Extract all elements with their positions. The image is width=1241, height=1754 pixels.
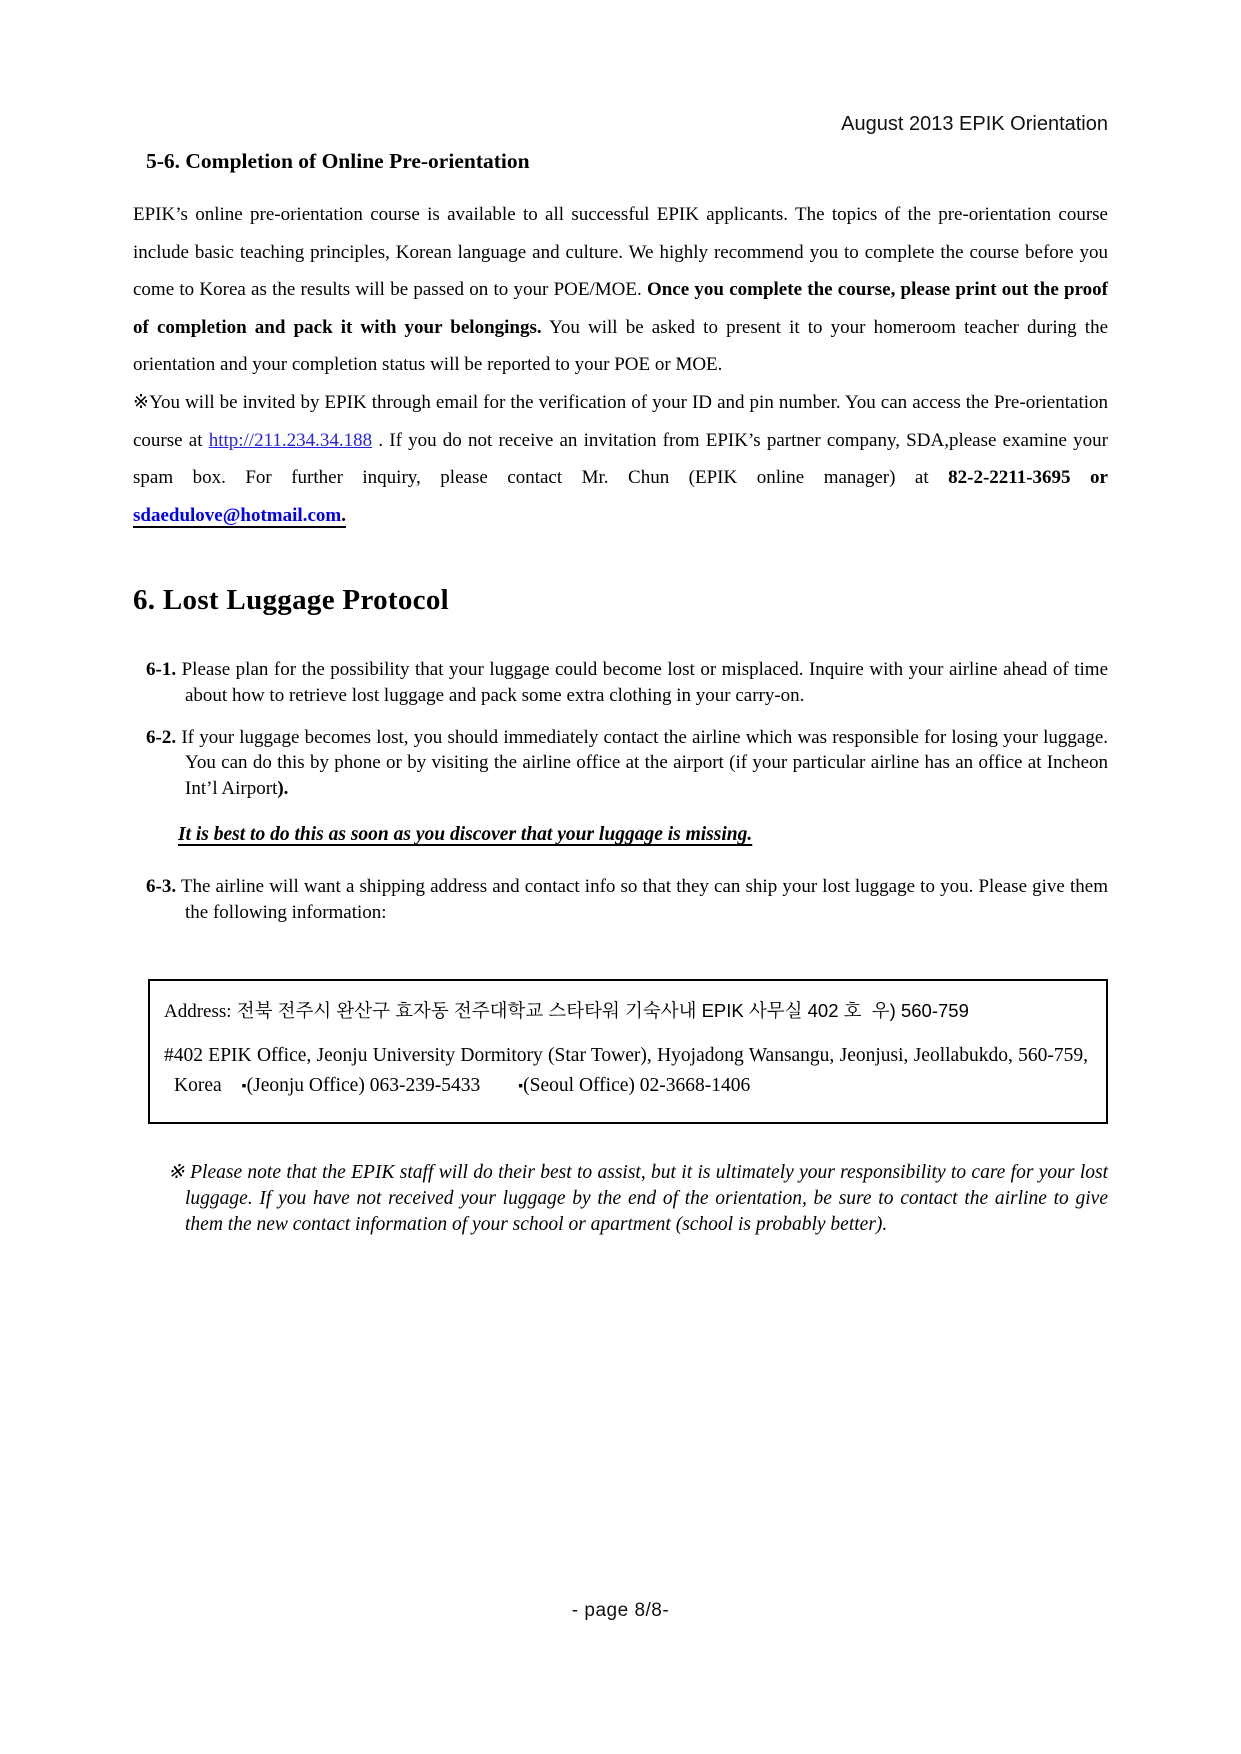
- email-link[interactable]: sdaedulove@hotmail.com: [133, 504, 342, 526]
- list-item-6-2: [133, 725, 1108, 802]
- item-text: If your luggage becomes lost, you should immediately contact the airline which was responsible for losing your luggage. You can do this by phone or by visiting the airline office at the airport (if your particular airline has an office at Incheon Int’l Airport: [181, 726, 1108, 800]
- para-bold-text: Once you complete the course, please print out the proof of completion and pack it with your belongings.: [133, 279, 1108, 338]
- address-label: Address:: [164, 1001, 232, 1023]
- jeonju-office-phone: (Jeonju Office) 063-239-5433: [246, 1075, 481, 1097]
- section-56-note: [133, 384, 1108, 534]
- emphasis-statement: It is best to do this as soon as you discover that your luggage is missing.: [178, 823, 753, 845]
- note-text: ※You will be invited by EPIK through email for the verification of your ID and pin number. You can access the Pre-orientation course at: [133, 391, 1108, 451]
- pre-orientation-link[interactable]: http://211.234.34.188: [208, 429, 373, 451]
- item-number: 6-1.: [146, 659, 177, 681]
- item-text: The airline will want a shipping address and contact info so that they can ship your lost luggage to you. Please give them the following information:: [180, 875, 1108, 923]
- final-note-text: Please note that the EPIK staff will do their best to assist, but it is ultimately your responsibility to care for your lost luggage. If you have not received your luggage by the end of the orientation, be sure to contact the airline to give them the new contact information of your school or apartment (school is probably better).: [184, 1162, 1108, 1235]
- item-number: 6-2.: [146, 726, 177, 748]
- page-number: - page 8/8-: [571, 1600, 670, 1621]
- korean-address: 전북 전주시 완산구 효자동 전주대학교 스타타워 기숙사내 EPIK 사무실 402 호 우) 560-759: [231, 1000, 969, 1022]
- item-number: 6-3.: [146, 875, 177, 897]
- list-item-6-1: [133, 657, 1108, 708]
- item-text: Please plan for the possibility that your luggage could become lost or misplaced. Inquire with your airline ahead of time about how to retrieve lost luggage and pack some extra clothing in your carry-on.: [181, 659, 1109, 707]
- section-56-body: [133, 196, 1108, 534]
- phone-number: 82-2-2211-3695 or: [948, 467, 1108, 489]
- note-text: . If you do not receive an invitation from EPIK’s partner company, SDA,please examine your spam box. For further inquiry, please contact Mr. Chun (EPIK online manager) at: [133, 429, 1108, 489]
- running-header: August 2013 EPIK Orientation: [841, 113, 1108, 135]
- item-bold-suffix: ).: [277, 778, 289, 800]
- square-bullet-icon: ▪: [518, 1079, 524, 1095]
- para-text: EPIK’s online pre-orientation course is available to all successful EPIK applicants. The topics of the pre-orientation course include basic teaching principles, Korean language and culture. We highly recommend you to complete the course before you come to Korea as the results will be passed on to your POE/MOE.: [133, 204, 1108, 301]
- section-6-title: 6. Lost Luggage Protocol: [133, 584, 449, 617]
- square-bullet-icon: ▪: [241, 1079, 247, 1095]
- korean-address-line: [164, 997, 1088, 1023]
- english-address: #402 EPIK Office, Jeonju University Dormitory (Star Tower), Hyojadong Wansangu, Jeonjusi, Jeollabukdo, 560-759, Korea: [164, 1045, 1088, 1097]
- seoul-office-phone: (Seoul Office) 02-3668-1406: [523, 1075, 751, 1097]
- list-item-6-3: [133, 874, 1108, 925]
- shipping-address-box: [148, 979, 1108, 1124]
- para-text: You will be asked to present it to your homeroom teacher during the orientation and your completion status will be reported to your POE or MOE.: [133, 316, 1109, 376]
- reference-mark: ※: [168, 1162, 185, 1184]
- sentence-period: .: [341, 504, 346, 526]
- final-note: [133, 1160, 1108, 1237]
- english-address-line: [164, 1041, 1088, 1102]
- email-underline: [133, 505, 346, 528]
- section-56-title: 5-6. Completion of Online Pre-orientation: [146, 149, 530, 173]
- page-content: [133, 0, 1108, 1237]
- section-56-paragraph: [133, 196, 1108, 384]
